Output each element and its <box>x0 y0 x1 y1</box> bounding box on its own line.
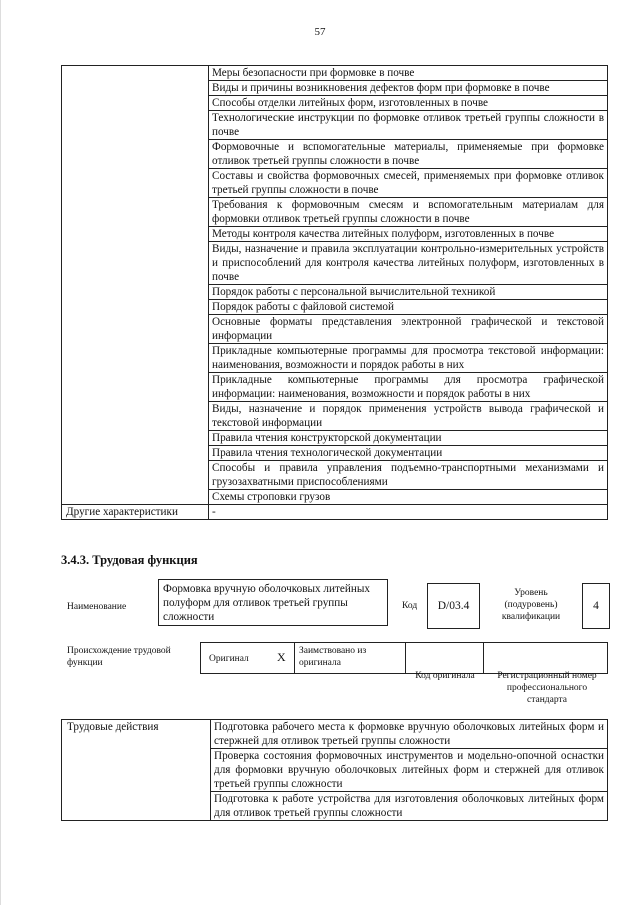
knowledge-item: Правила чтения технологической документации <box>209 446 608 461</box>
original-label: Оригинал <box>209 654 249 664</box>
action-row <box>62 720 608 749</box>
origin-divider-2 <box>405 643 406 673</box>
knowledge-item: Прикладные компьютерные программы для просмотра текстовой информации: наименования, возможности и порядок работы в них <box>209 344 608 373</box>
origin-divider-3 <box>483 643 484 673</box>
knowledge-row <box>62 66 608 81</box>
knowledge-label-cell <box>62 66 209 505</box>
knowledge-item: Методы контроля качества литейных полуформ, изготовленных в почве <box>209 227 608 242</box>
actions-table <box>61 719 608 821</box>
knowledge-table <box>61 65 608 520</box>
knowledge-item: Требования к формовочным смесям и вспомогательным материалам для формовки отливок третьей группы сложности в почве <box>209 198 608 227</box>
page-number: 57 <box>314 26 326 38</box>
knowledge-item: Виды, назначение и правила эксплуатации контрольно-измерительных устройств и приспособлений для контроля качества литейных полуформ, изготовленных в почве <box>209 242 608 285</box>
knowledge-item: Способы отделки литейных форм, изготовленных в почве <box>209 96 608 111</box>
knowledge-item: Порядок работы с персональной вычислительной техникой <box>209 285 608 300</box>
knowledge-item: Формовочные и вспомогательные материалы, применяемые при формовке отливок третьей группы сложности в почве <box>209 140 608 169</box>
other-characteristics-value: - <box>209 505 608 520</box>
other-characteristics-label: Другие характеристики <box>62 505 209 520</box>
knowledge-item: Виды и причины возникновения дефектов форм при формовке в почве <box>209 81 608 96</box>
actions-label: Трудовые действия <box>62 720 211 821</box>
borrowed-label: Заимствовано из оригинала <box>299 646 367 668</box>
knowledge-item: Виды, назначение и порядок применения устройств вывода графической и текстовой информации <box>209 402 608 431</box>
level-label: Уровень (подуровень) квалификации <box>501 588 561 622</box>
code-value-box: D/03.4 <box>427 583 480 629</box>
section-title: 3.4.3. Трудовая функция <box>61 553 198 567</box>
knowledge-item: Основные форматы представления электронной графической и текстовой информации <box>209 315 608 344</box>
knowledge-item: Составы и свойства формовочных смесей, применяемых при формовке отливок третьей группы сложности в почве <box>209 169 608 198</box>
code-label: Код <box>402 601 418 611</box>
name-label: Наименование <box>67 602 127 612</box>
original-mark: X <box>277 650 286 664</box>
knowledge-item: Порядок работы с файловой системой <box>209 300 608 315</box>
origin-label: Происхождение трудовой функции <box>67 646 171 668</box>
knowledge-item: Прикладные компьютерные программы для просмотра графической информации: наименования, возможности и порядок работы в них <box>209 373 608 402</box>
code-original-label: Код оригинала <box>415 671 475 681</box>
other-characteristics-row <box>62 505 608 520</box>
scan-edge <box>0 0 1 905</box>
knowledge-item: Меры безопасности при формовке в почве <box>209 66 608 81</box>
knowledge-item: Способы и правила управления подъемно-транспортными механизмами и грузозахватными приспособлениями <box>209 461 608 490</box>
reg-number-label: Регистрационный номер профессионального стандарта <box>497 671 597 705</box>
level-value-box: 4 <box>582 583 610 629</box>
origin-divider-1 <box>294 643 295 673</box>
knowledge-item: Схемы строповки грузов <box>209 490 608 505</box>
action-item: Подготовка к работе устройства для изготовления оболочковых литейных форм для отливок третьей группы сложности <box>211 792 608 821</box>
action-item: Подготовка рабочего места к формовке вручную оболочковых литейных форм и стержней для отливок третьей группы сложности <box>211 720 608 749</box>
knowledge-item: Правила чтения конструкторской документации <box>209 431 608 446</box>
knowledge-item: Технологические инструкции по формовке отливок третьей группы сложности в почве <box>209 111 608 140</box>
function-name-box: Формовка вручную оболочковых литейных полуформ для отливок третьей группы сложности <box>158 579 388 626</box>
action-item: Проверка состояния формовочных инструментов и модельно-опочной оснастки для формовки вручную оболочковых литейных форм и стержней для отливок третьей группы сложности <box>211 749 608 792</box>
